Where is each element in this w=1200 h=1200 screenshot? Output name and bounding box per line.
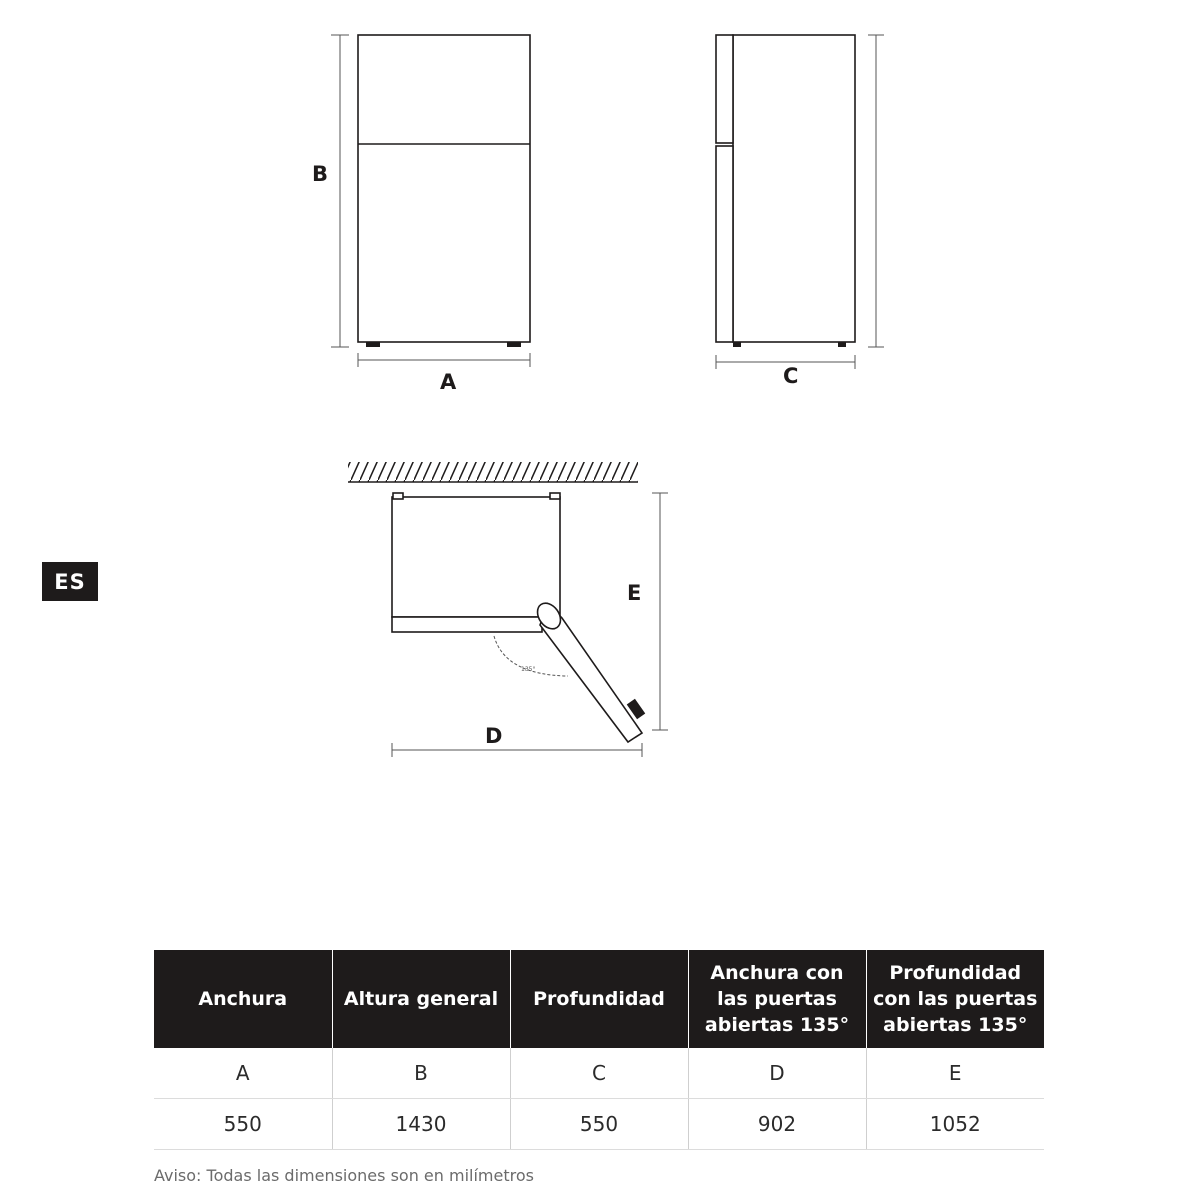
table-cell-value: 1052 [866, 1099, 1044, 1150]
table-header-cell [154, 950, 332, 1048]
table-header-cell [510, 950, 688, 1048]
table-cell-letter: A [154, 1048, 332, 1099]
open-depth-label: E [627, 581, 642, 605]
side-view [716, 35, 855, 347]
header-line: Profundidad [533, 988, 665, 1010]
width-label: A [440, 370, 457, 394]
header-line: las puertas [717, 988, 837, 1010]
open-depth-dimension-line [652, 493, 668, 730]
table-cell-letter: C [510, 1048, 688, 1099]
table-header-cell [332, 950, 510, 1048]
front-view [358, 35, 530, 347]
table-cell-value: 550 [510, 1099, 688, 1150]
width-dimension-line [358, 353, 530, 367]
header-line: abiertas 135° [704, 1014, 850, 1036]
table-header-cell [866, 950, 1044, 1048]
open-width-dimension-line [392, 743, 642, 757]
table-cell-value: 902 [688, 1099, 866, 1150]
header-line: con las puertas [873, 988, 1038, 1010]
table-row-values [154, 1099, 1044, 1150]
depth-label: C [783, 364, 799, 388]
dimensions-table [154, 950, 1044, 1150]
top-view [392, 493, 645, 742]
language-badge: ES [42, 562, 98, 601]
header-line: Profundidad [889, 962, 1022, 984]
table-cell-letter: B [332, 1048, 510, 1099]
table-cell-value: 550 [154, 1099, 332, 1150]
wall-hatching [348, 462, 638, 482]
table-cell-value: 1430 [332, 1099, 510, 1150]
angle-label: 135° [521, 666, 536, 673]
side-height-dimension-line [868, 35, 884, 347]
height-dimension-line [331, 35, 349, 347]
height-label: B [312, 162, 329, 186]
open-width-label: D [485, 724, 503, 748]
header-line: Anchura [198, 988, 288, 1010]
table-cell-letter: E [866, 1048, 1044, 1099]
dimensions-note: Aviso: Todas las dimensiones son en milímetros [154, 1166, 534, 1185]
table-header-row [154, 950, 1044, 1048]
header-line: Anchura con [710, 962, 844, 984]
table-header-cell [688, 950, 866, 1048]
table-row-letters [154, 1048, 1044, 1099]
header-line: Altura general [343, 988, 499, 1010]
table-cell-letter: D [688, 1048, 866, 1099]
header-line: abiertas 135° [883, 1014, 1028, 1036]
